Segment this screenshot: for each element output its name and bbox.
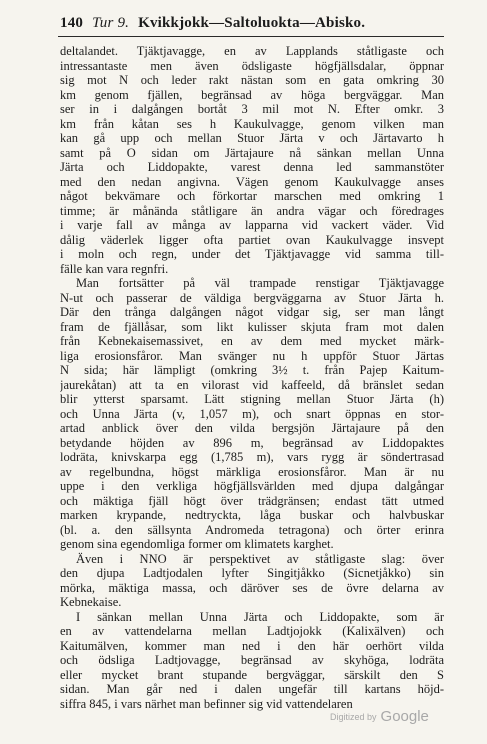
- route-title: Kvikkjokk—Saltoluokta—Abisko.: [138, 15, 366, 31]
- text-line: något bekvämare och förkortar marschen med omkring 1: [60, 189, 444, 203]
- text-line: artad anblick över den vilda bergsjön Järtajaure på den: [60, 421, 444, 435]
- text-line: fälle kan vara regnfri.: [60, 261, 169, 276]
- text-line: från Kebnekaisemassivet, en av dem med mycket märk-: [60, 334, 444, 348]
- google-logo-text: Google: [380, 708, 429, 725]
- text-line: eller mycket brant stupande bergväggar, särskilt den S: [60, 667, 444, 682]
- text-line: km genom fjällen, begränsad av höga bergväggar. Man: [60, 87, 444, 102]
- text-line: timme; är månända ståtligare än andra vägar och föredrages: [60, 203, 444, 218]
- digitized-watermark: [330, 708, 470, 725]
- text-line: i varje fall av många av lapparna vid vackert väder. Vid: [60, 218, 444, 232]
- text-line: mörka, mäktiga massa, och däröver ses de övre delarna av: [60, 580, 444, 595]
- text-line: samt på O sidan om Järtajaure nå sänkan mellan Unna: [60, 145, 444, 160]
- text-line: liga erosionsfåror. Man svänger nu h uppför Stuor Järtas: [60, 348, 444, 363]
- text-line: (bl. a. den sällsynta Andromeda tetragona) och örter erinra: [60, 522, 444, 537]
- text-line: marken krypande, nedtryckta, låga buskar och halvbuskar: [60, 508, 444, 522]
- text-line: Kaitumälven, kommer man ned i den här oerhört vilda: [60, 638, 444, 653]
- text-line: deltalandet. Tjäktjavagge, en av Lapplands ståtligaste och: [60, 44, 444, 58]
- text-line: Där den trånga dalgången något vidgar sig, ser man långt: [60, 305, 444, 319]
- text-line: och ödsliga Ladtjovagge, begränsad av skyhöga, lodräta: [60, 653, 444, 667]
- tour-number: Tur 9.: [92, 15, 130, 31]
- page-number: 140: [60, 15, 84, 31]
- text-line: jaurekåtan) att ta en vilorast vid kaffeeld, då bränslet sedan: [60, 377, 444, 392]
- body-text: [60, 44, 444, 711]
- text-line: den djupa Ladtjodalen lyfter Singitjåkko (Sicnetjåkko) sin: [60, 566, 444, 580]
- text-line: kan gå upp och mellan Stuor Järta v och Järtavarto h: [60, 131, 444, 145]
- text-line: ser in i dalgången bortåt 3 mil mot N. Efter omkr. 3: [60, 102, 444, 116]
- digitized-by-label: Digitized by: [330, 712, 377, 723]
- text-line: sidan. Man går ned i dalen ungefär till kartans höjd-: [60, 682, 444, 696]
- text-line: N-ut och passerar de väldiga bergväggarna av Stuor Järta h.: [60, 290, 444, 305]
- text-line: betydande höjden av 896 m, begränsad av Liddopaktes: [60, 435, 444, 450]
- text-line: Även i NNO är perspektivet av ståtligaste slag: över: [76, 551, 444, 566]
- header-rule: [58, 36, 444, 37]
- text-line: Man fortsätter på väl trampade renstigar Tjäktjavagge: [76, 276, 444, 290]
- text-line: genom sina egendomliga former om klimatets karghet.: [60, 537, 334, 551]
- text-line: siffra 845, i vars närhet man befinner sig vid vattendelaren: [60, 696, 353, 711]
- text-line: km från kåtan ses h Kaukulvagge, genom vilken man: [60, 116, 444, 131]
- text-line: uppe i den verkliga högfjällsvärlden med djupa dalgångar: [60, 479, 444, 493]
- text-line: I sänkan mellan Unna Järta och Liddopakte, som är: [76, 609, 444, 624]
- text-line: fram de fjällåsar, som likt kulisser skjuta fram mot dalen: [60, 319, 444, 334]
- text-line: intressantaste men även ödsligaste högfjällsdalar, öppnar: [60, 58, 444, 73]
- text-line: sig mot N och leder rakt nästan som en gata omkring 30: [60, 73, 444, 87]
- text-line: av regelbundna, högst märkliga erosionsfåror. Man är nu: [60, 464, 444, 479]
- running-header: [60, 8, 440, 38]
- text-line: lodräta, knivskarpa egg (1,785 m), vars rygg är söndertrasad: [60, 450, 444, 464]
- text-line: med den nedan angivna. Vägen genom Kaukulvagge anses: [60, 174, 444, 189]
- text-line: blir ytterst sparsamt. Lätt stigning mellan Stuor Järta (h): [60, 392, 444, 406]
- text-line: Järta och Liddopakte, varest denna led sammanstöter: [60, 160, 444, 174]
- text-line: och mäktiga fjäll högt över trädgränsen; endast tätt utmed: [60, 493, 444, 508]
- text-line: en av vattendelarna mellan Ladtjojokk (Kalixälven) och: [60, 624, 444, 638]
- text-line: N sida; här lämpligt (omkring 3½ t. från Pajep Kaitum-: [60, 363, 444, 377]
- text-line: Kebnekaise.: [60, 595, 122, 609]
- text-line: dålig väderlek ligger ofta partiet ovan Kaukulvagge insvept: [60, 232, 444, 247]
- text-line: och Unna Järta (v, 1,057 m), och snart öppnas en stor-: [60, 406, 444, 421]
- text-line: i moln och regn, under det Tjäktjavagge vid samma till-: [60, 247, 444, 261]
